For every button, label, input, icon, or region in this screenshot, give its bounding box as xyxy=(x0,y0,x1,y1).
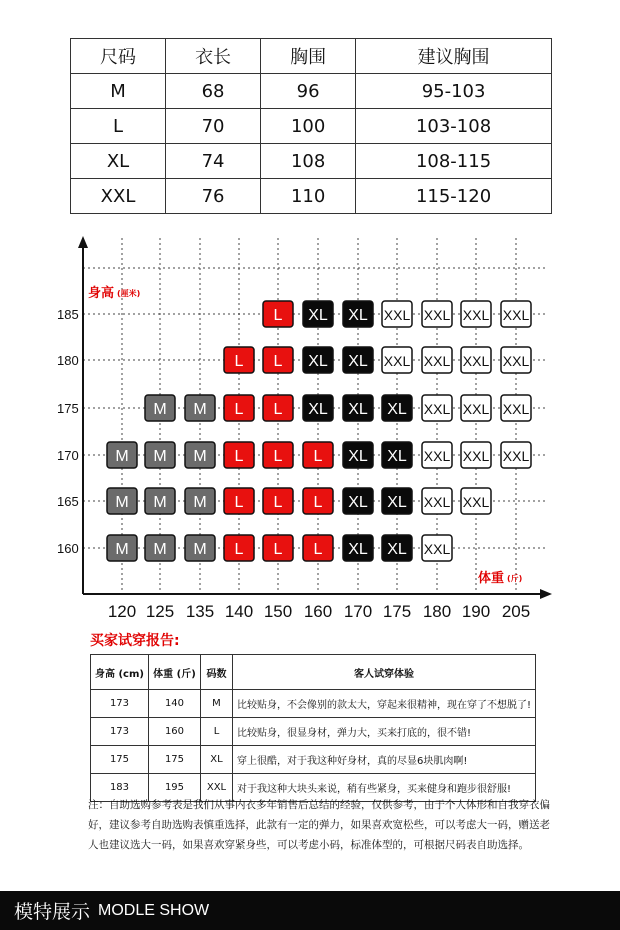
length-cell: 70 xyxy=(166,109,261,144)
weight-cell: 160 xyxy=(148,718,200,746)
y-axis-unit: (厘米) xyxy=(117,289,141,298)
size-badge-label: XXL xyxy=(383,353,411,369)
size-badge-label: M xyxy=(115,448,129,465)
size-badge-label: XXL xyxy=(423,541,451,557)
size-badge-label: L xyxy=(234,353,244,370)
size-badge-label: XXL xyxy=(423,494,451,510)
length-cell: 68 xyxy=(166,74,261,109)
size-badge-label: XL xyxy=(348,541,368,558)
report-row xyxy=(91,690,536,718)
x-tick-label: 160 xyxy=(303,602,333,621)
feedback-cell: 穿上很酷，对于我这种好身材，真的尽显6块肌肉啊! xyxy=(232,746,535,774)
feedback-cell: 比较贴身，很显身材，弹力大，买来打底的，很不错! xyxy=(232,718,535,746)
report-row xyxy=(91,746,536,774)
size-badge-label: L xyxy=(234,541,244,558)
height-cell: 173 xyxy=(91,690,149,718)
size-badge-label: L xyxy=(234,448,244,465)
size-badge-label: XL xyxy=(387,541,407,558)
size-badge-label: XXL xyxy=(423,307,451,323)
size-badge-label: M xyxy=(153,448,167,465)
size-badge-label: M xyxy=(193,494,207,511)
size-badge-label: XXL xyxy=(423,448,451,464)
banner-title-en: MODLE SHOW xyxy=(98,901,210,919)
size-table-row xyxy=(71,179,552,214)
size-badge-label: M xyxy=(115,494,129,511)
x-tick-label: 175 xyxy=(382,602,412,621)
height-cell: 183 xyxy=(91,774,149,802)
size-badge-label: L xyxy=(234,401,244,418)
report-row xyxy=(91,718,536,746)
height-cell: 173 xyxy=(91,718,149,746)
size-badge-label: L xyxy=(273,541,283,558)
size-cell: M xyxy=(200,690,232,718)
x-axis-arrow-icon xyxy=(540,589,552,599)
report-header-row xyxy=(91,655,536,690)
size-badge-label: XL xyxy=(348,448,368,465)
size-badge-label: M xyxy=(193,448,207,465)
size-cell: M xyxy=(71,74,166,109)
size-badge-label: XL xyxy=(348,307,368,324)
size-cell: XXL xyxy=(71,179,166,214)
report-header: 身高 (cm) xyxy=(91,655,149,690)
y-tick-label: 180 xyxy=(57,353,79,368)
size-badge-label: XXL xyxy=(462,401,490,417)
size-table xyxy=(70,38,552,214)
size-badge-label: XXL xyxy=(462,448,490,464)
size-cell: L xyxy=(200,718,232,746)
size-badge-label: XXL xyxy=(502,448,530,464)
size-badge-label: XXL xyxy=(462,494,490,510)
x-tick-label: 140 xyxy=(224,602,254,621)
weight-cell: 195 xyxy=(148,774,200,802)
size-table-row xyxy=(71,144,552,179)
suggested-chest-cell: 108-115 xyxy=(356,144,552,179)
size-badge-label: XXL xyxy=(462,353,490,369)
size-cell: L xyxy=(71,109,166,144)
y-axis-title: 身高 xyxy=(88,286,115,301)
size-table-header-row xyxy=(71,39,552,74)
x-axis-unit: (斤) xyxy=(507,574,523,583)
y-tick-label: 185 xyxy=(57,307,79,322)
x-tick-label: 125 xyxy=(145,602,175,621)
size-badge-label: XXL xyxy=(502,353,530,369)
banner-title-cn: 模特展示 xyxy=(14,901,91,923)
model-show-banner xyxy=(0,891,620,930)
size-badge-label: M xyxy=(153,541,167,558)
report-header: 码数 xyxy=(200,655,232,690)
size-badge-label: XXL xyxy=(423,353,451,369)
size-badge-label: L xyxy=(273,401,283,418)
size-badge-label: XL xyxy=(308,353,328,370)
x-tick-label: 120 xyxy=(107,602,137,621)
height-cell: 175 xyxy=(91,746,149,774)
length-cell: 76 xyxy=(166,179,261,214)
size-table-header: 建议胸围 xyxy=(356,39,552,74)
x-tick-label: 205 xyxy=(501,602,531,621)
size-badge-label: XL xyxy=(308,401,328,418)
report-header: 客人试穿体验 xyxy=(232,655,535,690)
size-badge-label: XL xyxy=(308,307,328,324)
size-badge-label: XL xyxy=(348,401,368,418)
feedback-cell: 比较贴身，不会像别的款太大，穿起来很精神，现在穿了不想脱了! xyxy=(232,690,535,718)
size-badge-label: XXL xyxy=(502,401,530,417)
length-cell: 74 xyxy=(166,144,261,179)
size-recommendation-grid xyxy=(0,230,620,630)
x-tick-label: 180 xyxy=(422,602,452,621)
size-table-row xyxy=(71,109,552,144)
y-axis-arrow-icon xyxy=(78,236,88,248)
size-badge-label: L xyxy=(234,494,244,511)
size-badge-label: M xyxy=(193,541,207,558)
weight-cell: 175 xyxy=(148,746,200,774)
suggested-chest-cell: 115-120 xyxy=(356,179,552,214)
size-badge-label: XXL xyxy=(423,401,451,417)
chest-cell: 108 xyxy=(261,144,356,179)
sizing-note: 注：自助选购参考表是我们从事内衣多年销售后总结的经验，仅供参考，由于个人体形和自我穿衣偏好，建议参考自助选购表慎重选择，此款有一定的弹力，如果喜欢宽松些，可以考虑大一码，赠送老人也建议选大一码，如果喜欢穿紧身些，可以考虑小码，标准体型的，可根据尺码表自助选择。 xyxy=(88,799,550,851)
chest-cell: 110 xyxy=(261,179,356,214)
size-cell: XL xyxy=(200,746,232,774)
size-badge-label: XXL xyxy=(383,307,411,323)
size-badge-label: M xyxy=(193,401,207,418)
size-table-header: 衣长 xyxy=(166,39,261,74)
size-table-header: 胸围 xyxy=(261,39,356,74)
size-badge-label: M xyxy=(153,494,167,511)
report-title: 买家试穿报告: xyxy=(90,633,180,649)
y-tick-label: 175 xyxy=(57,401,79,416)
x-axis-title: 体重 xyxy=(478,571,505,586)
size-badge-label: M xyxy=(153,401,167,418)
trial-report-table xyxy=(90,654,536,802)
size-badge-label: XL xyxy=(387,401,407,418)
suggested-chest-cell: 103-108 xyxy=(356,109,552,144)
size-table-row xyxy=(71,74,552,109)
x-tick-label: 190 xyxy=(461,602,491,621)
x-tick-label: 170 xyxy=(343,602,373,621)
size-cell: XL xyxy=(71,144,166,179)
size-cell: XXL xyxy=(200,774,232,802)
size-badge-label: L xyxy=(313,494,323,511)
y-tick-label: 170 xyxy=(57,448,79,463)
size-badge-label: XL xyxy=(387,448,407,465)
size-table-header: 尺码 xyxy=(71,39,166,74)
size-badge-label: XL xyxy=(348,494,368,511)
size-badge-label: XL xyxy=(387,494,407,511)
y-tick-label: 160 xyxy=(57,541,79,556)
feedback-cell: 对于我这种大块头来说，稍有些紧身，买来健身和跑步很舒服! xyxy=(232,774,535,802)
chest-cell: 100 xyxy=(261,109,356,144)
size-badge-label: L xyxy=(313,541,323,558)
size-badge-label: XXL xyxy=(502,307,530,323)
weight-cell: 140 xyxy=(148,690,200,718)
size-badge-label: L xyxy=(273,353,283,370)
report-header: 体重 (斤) xyxy=(148,655,200,690)
chest-cell: 96 xyxy=(261,74,356,109)
size-badge-label: L xyxy=(313,448,323,465)
size-badge-label: XL xyxy=(348,353,368,370)
size-badge-label: L xyxy=(273,494,283,511)
size-badge-label: M xyxy=(115,541,129,558)
y-tick-label: 165 xyxy=(57,494,79,509)
size-badge-label: L xyxy=(273,307,283,324)
size-badge-label: XXL xyxy=(462,307,490,323)
suggested-chest-cell: 95-103 xyxy=(356,74,552,109)
x-tick-label: 135 xyxy=(185,602,215,621)
size-badge-label: L xyxy=(273,448,283,465)
x-tick-label: 150 xyxy=(263,602,293,621)
